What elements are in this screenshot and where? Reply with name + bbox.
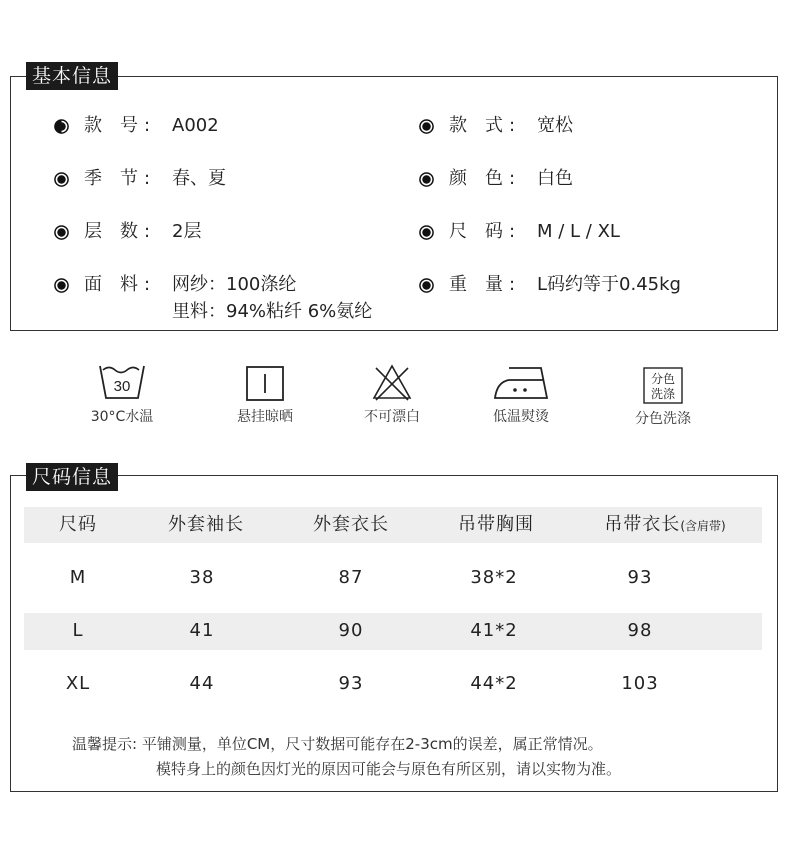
care-no-bleach [332, 362, 452, 426]
table-cell: M [69, 567, 87, 588]
table-cell: 98 [627, 620, 653, 641]
care-label: 30°C水温 [90, 409, 154, 425]
info-value-lining: 里料：94%粘纤 6%氨纶 [172, 301, 373, 322]
care-separate-wash [603, 362, 723, 428]
header-cami-length-note: (含肩带) [680, 519, 726, 533]
bullet-icon [54, 119, 69, 134]
bullet-icon [54, 225, 69, 240]
care-label: 低温熨烫 [493, 409, 549, 425]
care-label: 不可漂白 [364, 409, 420, 425]
separate-wash-text-2: 洗涤 [650, 387, 676, 401]
table-cell: 41 [189, 620, 215, 641]
low-iron-icon [493, 362, 549, 402]
care-low-iron [461, 362, 581, 426]
wash-30-icon [98, 362, 146, 402]
separate-wash-text-1: 分色 [650, 372, 676, 386]
info-value: M / L / XL [537, 221, 620, 242]
bullet-icon [419, 119, 434, 134]
info-value: L码约等于0.45kg [537, 274, 681, 295]
bullet-icon [419, 172, 434, 187]
care-wash-30 [62, 362, 182, 426]
table-cell: L [72, 620, 84, 641]
header-cami-length [604, 513, 725, 538]
info-value: 春、夏 [172, 168, 226, 189]
measurement-note: 温馨提示: 平铺测量，单位CM，尺寸数据可能存在2-3cm的误差，属正常情况。 [72, 735, 603, 753]
info-value: 白色 [537, 168, 573, 189]
info-value: 宽松 [537, 115, 573, 136]
table-cell: 90 [338, 620, 364, 641]
care-label: 分色洗涤 [635, 411, 691, 427]
color-note: 模特身上的颜色因灯光的原因可能会与原色有所区别，请以实物为准。 [156, 760, 622, 778]
info-value: 网纱：100涤纶 [172, 274, 297, 295]
bullet-icon [419, 278, 434, 293]
table-cell: 93 [627, 567, 653, 588]
header-cami-bust: 吊带胸围 [458, 514, 534, 535]
header-cami-length-label: 吊带衣长 [604, 514, 681, 535]
care-label: 悬挂晾晒 [237, 409, 293, 425]
size-info-title: 尺码信息 [26, 463, 118, 491]
table-cell: 38*2 [470, 567, 518, 588]
care-hang-dry [205, 362, 325, 426]
separate-wash-icon [641, 362, 685, 404]
table-cell: 41*2 [470, 620, 518, 641]
header-jacket-sleeve: 外套袖长 [168, 514, 244, 535]
no-bleach-icon [370, 362, 414, 402]
bullet-icon [54, 278, 69, 293]
table-cell: 38 [189, 567, 215, 588]
bullet-icon [419, 225, 434, 240]
bullet-icon [54, 172, 69, 187]
table-cell: 87 [338, 567, 364, 588]
table-cell: 44*2 [470, 673, 518, 694]
hang-dry-icon [245, 362, 285, 402]
table-cell: XL [65, 673, 91, 694]
table-cell: 93 [338, 673, 364, 694]
header-jacket-length: 外套衣长 [313, 514, 389, 535]
info-value: 2层 [172, 221, 202, 242]
header-size: 尺码 [59, 514, 97, 535]
info-value: A002 [172, 115, 219, 136]
table-cell: 103 [621, 673, 659, 694]
basic-info-title: 基本信息 [26, 62, 118, 90]
table-cell: 44 [189, 673, 215, 694]
wash-temp-text: 30 [113, 378, 131, 395]
